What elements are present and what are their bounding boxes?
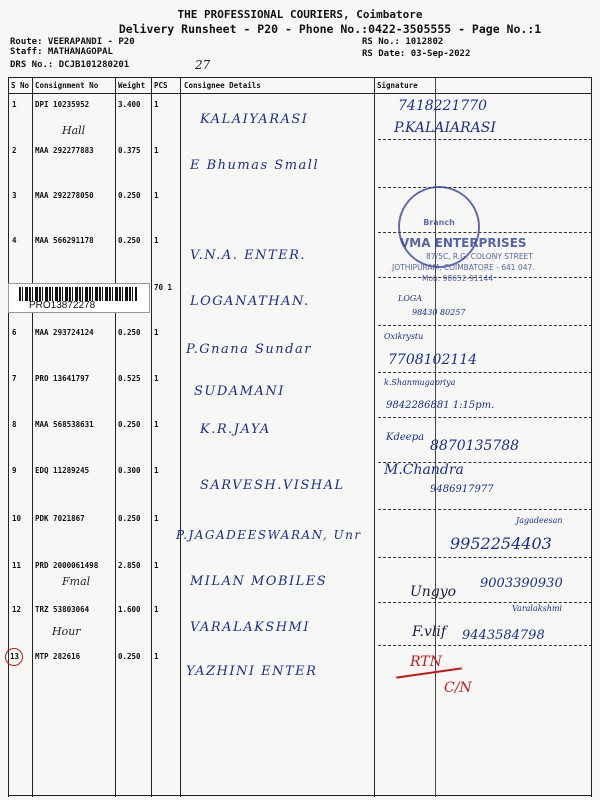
rs-number: RS No.: 1012802: [362, 37, 444, 47]
row-pcs: 1: [154, 328, 159, 337]
row-signature-phone: 7418221770: [398, 98, 488, 114]
row-consignee: KALAIYARASI: [200, 112, 309, 127]
row-pcs: 1: [154, 100, 159, 109]
row-sno: 10: [12, 514, 22, 523]
drs-label: DRS No.: DCJB101280201: [10, 60, 130, 70]
row-consignee: K.R.JAYA: [200, 422, 271, 437]
row-pcs: 1: [154, 146, 159, 155]
row-signature-phone: 9003390930: [480, 576, 563, 591]
barcode-icon: [19, 287, 137, 301]
header-scribble: 27: [195, 58, 211, 72]
stamp-phone: Mob. 98652-91144: [422, 274, 494, 283]
col-weight: Weight: [118, 81, 146, 90]
row-signature-name: Jagadeesan: [516, 516, 563, 525]
stamp-address-2: JOTHIPURAM, COIMBATORE - 641 047.: [392, 263, 535, 272]
row-sno: 8: [12, 420, 17, 429]
row-consignee: VARALAKSHMI: [190, 620, 310, 635]
row-consignment: DPI 10235952: [35, 100, 90, 109]
row-consignment: PDK 7021867: [35, 514, 85, 523]
row-note: Hall: [62, 124, 86, 137]
row-pcs: 70 1: [154, 283, 173, 292]
row-weight: 0.375: [118, 146, 141, 155]
row-signature-scribble: F.vlif: [412, 624, 447, 640]
row-pcs: 1: [154, 420, 159, 429]
row-weight: 0.250: [118, 191, 141, 200]
row-pcs: 1: [154, 191, 159, 200]
row-sno: 1: [12, 100, 17, 109]
row-sno: 13: [10, 652, 20, 661]
row-signature-phone: 9443584798: [462, 628, 545, 643]
row-consignment: MAA 566291178: [35, 236, 94, 245]
row-pcs: 1: [154, 514, 159, 523]
row-consignee: SUDAMANI: [194, 384, 285, 399]
row-consignee: MILAN MOBILES: [190, 574, 328, 589]
runsheet-table: [8, 77, 592, 797]
row-signature-name: P.KALAIARASI: [394, 120, 496, 136]
row-sno: 9: [12, 466, 17, 475]
row-consignment: MAA 292278050: [35, 191, 94, 200]
row-sno: 4: [12, 236, 17, 245]
branch-seal-stamp: Branch: [398, 186, 480, 268]
row-consignment: TRZ 53803064: [35, 605, 90, 614]
row-signature-name: LOGA: [398, 294, 423, 303]
row-signature-phone: 9952254403: [450, 534, 552, 553]
row-weight: 0.250: [118, 236, 141, 245]
row-pcs: 1: [154, 561, 159, 570]
row-sno: 2: [12, 146, 17, 155]
row-signature-phone: 98430 80257: [412, 308, 466, 317]
row-weight: 0.525: [118, 374, 141, 383]
row-weight: 3.400: [118, 100, 141, 109]
row-weight: 0.250: [118, 652, 141, 661]
route-label: Route: VEERAPANDI - P20: [10, 37, 135, 47]
col-signature: Signature: [377, 81, 418, 90]
stamp-company: VMA ENTERPRISES: [400, 236, 527, 250]
row-consignment: MAA 568538631: [35, 420, 94, 429]
row-signature-name: M.Chandra: [384, 462, 464, 478]
row-signature-name: Kdeepa: [386, 432, 425, 443]
row-consignment: EDQ 11289245: [35, 466, 90, 475]
barcode-text: PRO13872278: [29, 300, 96, 311]
row-signature-name: k.Shanmugapriya: [384, 378, 456, 387]
row-pcs: 1: [154, 374, 159, 383]
row-signature-phone: 9842286881 1:15pm.: [386, 400, 495, 411]
col-consignment: Consignment No: [35, 81, 99, 90]
row-consignment: MAA 292277883: [35, 146, 94, 155]
row-consignment: PRD 2000061498: [35, 561, 99, 570]
row-note: Fmal: [62, 575, 91, 588]
row-sno: 7: [12, 374, 17, 383]
row-pcs: 1: [154, 466, 159, 475]
col-consignee: Consignee Details: [184, 81, 261, 90]
row-pcs: 1: [154, 652, 159, 661]
staff-label: Staff: MATHANAGOPAL: [10, 47, 113, 57]
stamp-address-1: 87/5C, R.G. COLONY STREET: [426, 252, 533, 261]
row-note: Hour: [52, 625, 81, 638]
row-sno: 11: [12, 561, 22, 570]
row-weight: 0.250: [118, 514, 141, 523]
row-consignee: P.Gnana Sundar: [186, 342, 312, 357]
row-sno: 3: [12, 191, 17, 200]
row-return-mark: RTN: [410, 654, 442, 670]
row-sno: 6: [12, 328, 17, 337]
row-weight: 0.250: [118, 328, 141, 337]
row-sno: 12: [12, 605, 22, 614]
row-signature-name: Oxikrystu: [384, 332, 424, 341]
row-consignment: MAA 293724124: [35, 328, 94, 337]
barcode-label: [8, 283, 150, 313]
row-pcs: 1: [154, 236, 159, 245]
row-consignee: V.N.A. ENTER.: [190, 248, 307, 263]
row-return-cn: C/N: [444, 680, 472, 696]
row-consignment: PRO 13641797: [35, 374, 90, 383]
row-signature-phone: 9486917977: [430, 484, 494, 495]
row-weight: 1.600: [118, 605, 141, 614]
rs-date: RS Date: 03-Sep-2022: [362, 49, 471, 59]
col-pcs: PCS: [154, 81, 168, 90]
company-title: THE PROFESSIONAL COURIERS, Coimbatore: [177, 8, 423, 21]
row-consignee: E Bhumas Small: [190, 158, 320, 173]
runsheet-subtitle: Delivery Runsheet - P20 - Phone No.:0422-3505555 - Page No.:1: [118, 22, 542, 36]
row-consignee: LOGANATHAN.: [190, 294, 310, 309]
row-pcs: 1: [154, 605, 159, 614]
row-consignee: SARVESH.VISHAL: [200, 478, 345, 493]
col-sno: S No: [11, 81, 30, 90]
row-weight: 2.850: [118, 561, 141, 570]
row-weight: 0.300: [118, 466, 141, 475]
row-consignee: YAZHINI ENTER: [186, 664, 318, 679]
row-consignment: MTP 282616: [35, 652, 81, 661]
row-signature-scribble: Ungyo: [410, 584, 457, 600]
row-signature-phone: 7708102114: [388, 352, 478, 368]
row-signature-name: Varalakshmi: [512, 604, 562, 613]
row-consignee: P.JAGADEESWARAN, Unr: [176, 528, 362, 542]
row-signature-phone: 8870135788: [430, 438, 520, 454]
row-weight: 0.250: [118, 420, 141, 429]
